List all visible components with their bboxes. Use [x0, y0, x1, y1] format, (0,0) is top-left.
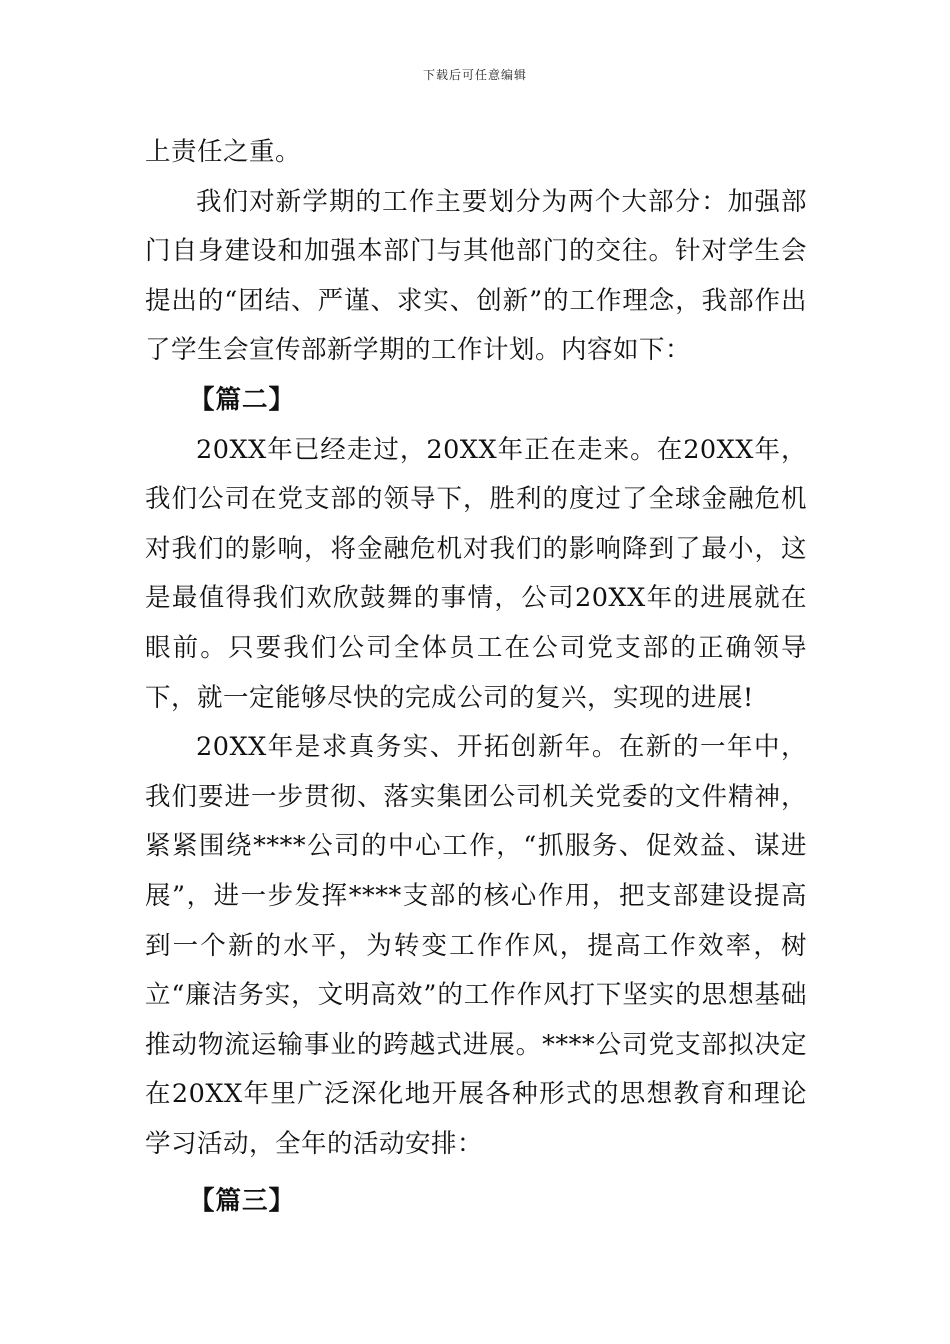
page-header: 下载后可任意编辑 — [422, 68, 527, 82]
document-body — [145, 128, 807, 1227]
paragraph-annual-plan: 20XX年是求真务实、开拓创新年。在新的一年中，我们要进一步贯彻、落实集团公司机关党委的文件精神，紧紧围绕****公司的中心工作，“抓服务、促效益、谋进展”，进一步发挥****支部的核心作用，把支部建设提高到一个新的水平，为转变工作作风，提高工作效率，树立“廉洁务实，文明高效”的工作作风打下坚实的思想基础推动物流运输事业的跨越式进展。****公司党支部拟决定在20XX年里广泛深化地开展各种形式的思想教育和理论学习活动，全年的活动安排： — [145, 732, 807, 1159]
paragraph-continuation: 上责任之重。 — [145, 137, 302, 167]
section-heading-part-three: 【篇三】 — [189, 1186, 296, 1217]
paragraph-company-review: 20XX年已经走过，20XX年正在走来。在20XX年，我们公司在党支部的领导下，胜利的度过了全球金融危机对我们的影响，将金融危机对我们的影响降到了最小，这是最值得我们欢欣鼓舞的事情，公司20XX年的进展就在眼前。只要我们公司全体员工在公司党支部的正确领导下，就一定能够尽快的完成公司的复兴，实现的进展! — [145, 434, 807, 713]
section-heading-part-two: 【篇二】 — [189, 384, 296, 415]
paragraph-work-plan-intro: 我们对新学期的工作主要划分为两个大部分：加强部门自身建设和加强本部门与其他部门的交往。针对学生会提出的“团结、严谨、求实、创新”的工作理念，我部作出了学生会宣传部新学期的工作计划。内容如下： — [145, 186, 807, 366]
